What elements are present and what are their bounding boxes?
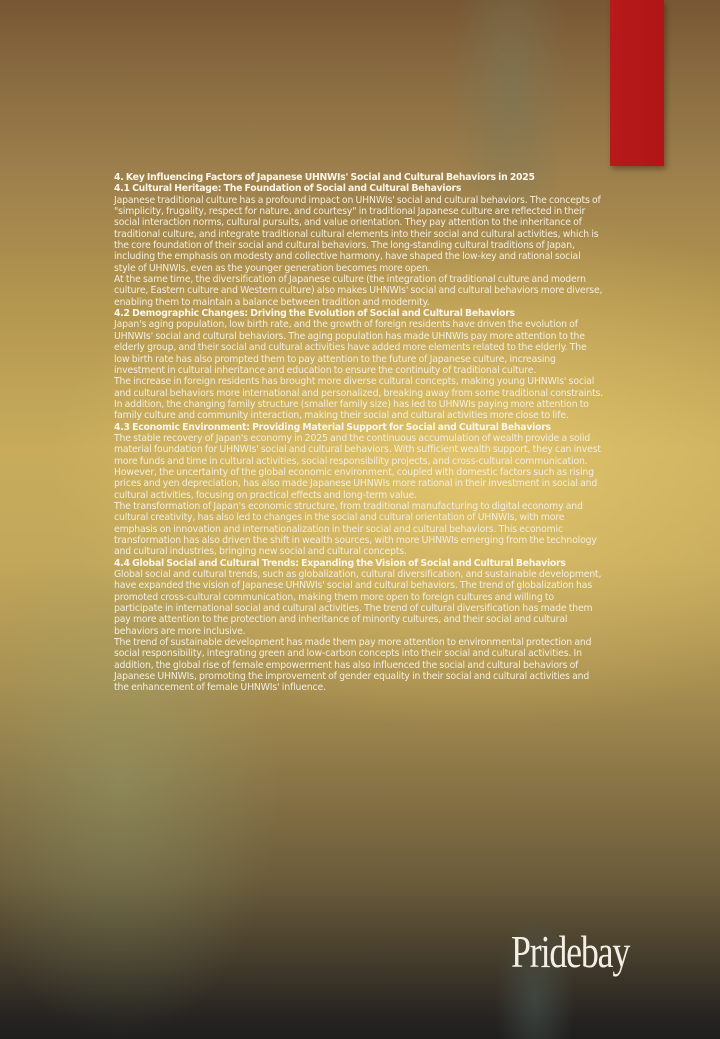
paragraph: Global social and cultural trends, such as globalization, cultural diversification, and sustainable development, have expanded the vision of Japanese UHNWIs' social and cultural behaviors. The trend of globalization has promoted cross-cultural communication, making them more open to foreign cultures and willing to participate in international social and cultural activities. The trend of cultural diversification has made them pay more attention to the protection and inheritance of minority cultures, and their social and cultural behaviors are more inclusive.: [114, 569, 602, 637]
section-heading: 4.4 Global Social and Cultural Trends: Expanding the Vision of Social and Cultural Behaviors: [114, 557, 566, 569]
paragraph: Japanese traditional culture has a profound impact on UHNWIs' social and cultural behaviors. The concepts of "simplicity, frugality, respect for nature, and courtesy" in traditional Japanese culture are reflected in their social interaction norms, cultural pursuits, and value orientation. They pay attention to the inheritance of traditional culture, and integrate traditional cultural elements into their social and cultural activities, which is the core foundation of their social and cultural behaviors. The long-standing cultural traditions of Japan, including the emphasis on modesty and collective harmony, have shaped the low-key and rational social style of UHNWIs, even as the younger generation becomes more open.: [114, 194, 601, 274]
paragraph: The trend of sustainable development has made them pay more attention to environmental protection and social responsibility, integrating green and low-carbon concepts into their social and cultural activities. In addition, the global rise of female empowerment has also influenced the social and cultural behaviors of Japanese UHNWIs, promoting the improvement of gender equality in their social and cultural activities and the enhancement of female UHNWIs' influence.: [114, 637, 592, 694]
red-bookmark-ribbon: [610, 0, 664, 166]
paragraph: The increase in foreign residents has brought more diverse cultural concepts, making young UHNWIs' social and cultural behaviors more international and personalized, breaking away from some traditional constraints. In addition, the changing family structure (smaller family size) has led to UHNWIs paying more attention to family culture and community interaction, making their social and cultural activities more close to life.: [114, 376, 604, 422]
paragraph: The transformation of Japan's economic structure, from traditional manufacturing to digital economy and cultural creativity, has also led to changes in the social and cultural orientation of UHNWIs, with more emphasis on innovation and internationalization in their social and cultural behaviors. This economic transformation has also driven the shift in wealth sources, with more UHNWIs emerging from the technology and cultural industries, bringing new social and cultural concepts.: [114, 500, 597, 558]
pridebay-logo: Pridebay: [511, 926, 630, 977]
section-heading: 4.1 Cultural Heritage: The Foundation of Social and Cultural Behaviors: [114, 183, 462, 195]
section-4-3: [114, 422, 604, 558]
section-4-1: [114, 183, 604, 308]
paragraph: The stable recovery of Japan's economy in 2025 and the continuous accumulation of wealth provide a solid material foundation for UHNWIs' social and cultural behaviors. With sufficient wealth support, they can invest more funds and time in cultural activities, social responsibility projects, and cross-cultural communication. However, the uncertainty of the global economic environment, coupled with domestic factors such as rising prices and yen depreciation, has also made Japanese UHNWIs more rational in their investment in social and cultural activities, focusing on practical effects and long-term value.: [114, 432, 601, 501]
section-heading: 4.2 Demographic Changes: Driving the Evolution of Social and Cultural Behaviors: [114, 308, 515, 320]
section-heading: 4.3 Economic Environment: Providing Material Support for Social and Cultural Behaviors: [114, 421, 551, 433]
document-title: 4. Key Influencing Factors of Japanese UHNWIs' Social and Cultural Behaviors in 2025: [114, 172, 535, 183]
paragraph: Japan's aging population, low birth rate, and the growth of foreign residents have driven the evolution of UHNWIs' social and cultural behaviors. The aging population has made UHNWIs pay more attention to the elderly group, and their social and cultural activities have added more elements related to the elderly. The low birth rate has also prompted them to pay attention to the future of Japanese culture, increasing investment in cultural inheritance and education to ensure the continuity of traditional culture.: [114, 319, 587, 376]
document-body: [114, 172, 604, 694]
section-4-4: [114, 558, 604, 694]
paragraph: At the same time, the diversification of Japanese culture (the integration of traditional culture and modern culture, Eastern culture and Western culture) also makes UHNWIs' social and cultural behaviors more diverse, enabling them to maintain a balance between tradition and modernity.: [114, 274, 603, 308]
section-4-2: [114, 308, 604, 421]
